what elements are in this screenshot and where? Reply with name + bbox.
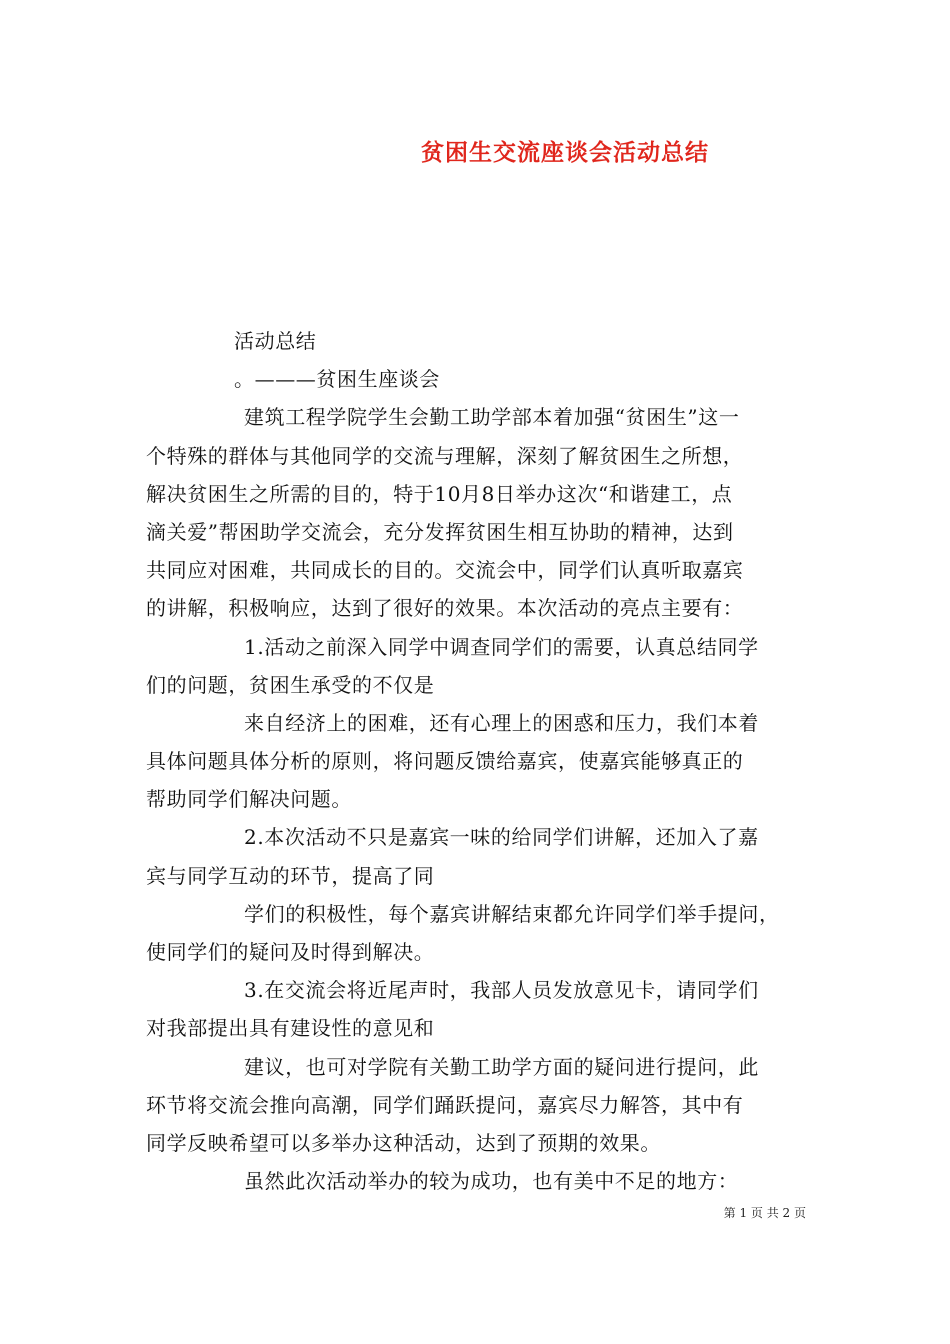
paragraph-line: 个特殊的群体与其他同学的交流与理解，深刻了解贫困生之所想， <box>146 443 744 468</box>
list-item-line: 同学反映希望可以多举办这种活动，达到了预期的效果。 <box>146 1130 661 1155</box>
section-subheading: 。———贫困生座谈会 <box>234 367 440 392</box>
list-item-line: 具体问题具体分析的原则，将问题反馈给嘉宾，使嘉宾能够真正的 <box>146 749 744 774</box>
page-number-footer: 第 1 页 共 2 页 <box>723 1206 806 1220</box>
list-item-line: 们的问题，贫困生承受的不仅是 <box>146 672 435 697</box>
list-item-line: 1.活动之前深入同学中调查同学们的需要，认真总结同学 <box>244 634 759 659</box>
list-item-line: 环节将交流会推向高潮，同学们踊跃提问，嘉宾尽力解答，其中有 <box>146 1092 744 1117</box>
page-title: 贫困生交流座谈会活动总结 <box>421 140 709 166</box>
list-item-line: 对我部提出具有建设性的意见和 <box>146 1016 435 1041</box>
list-item-line: 学们的积极性，每个嘉宾讲解结束都允许同学们举手提问， <box>244 901 780 926</box>
list-item-line: 3.在交流会将近尾声时，我部人员发放意见卡，请同学们 <box>244 978 759 1003</box>
paragraph-line: 建筑工程学院学生会勤工助学部本着加强“贫困生”这一 <box>244 405 740 430</box>
section-heading: 活动总结 <box>234 329 317 353</box>
paragraph-line: 虽然此次活动举办的较为成功，也有美中不足的地方： <box>244 1169 739 1194</box>
list-item-line: 帮助同学们解决问题。 <box>146 787 352 812</box>
list-item-line: 建议，也可对学院有关勤工助学方面的疑问进行提问，此 <box>244 1054 759 1079</box>
paragraph-line: 滴关爱”帮困助学交流会，充分发挥贫困生相互协助的精神，达到 <box>146 519 734 544</box>
list-item-line: 2.本次活动不只是嘉宾一味的给同学们讲解，还加入了嘉 <box>244 825 759 850</box>
paragraph-line: 共同应对困难，共同成长的目的。交流会中，同学们认真听取嘉宾 <box>146 558 744 583</box>
list-item-line: 来自经济上的困难，还有心理上的困惑和压力，我们本着 <box>244 710 759 735</box>
paragraph-line: 的讲解，积极响应，达到了很好的效果。本次活动的亮点主要有： <box>146 596 744 621</box>
list-item-line: 宾与同学互动的环节，提高了同 <box>146 863 435 888</box>
list-item-line: 使同学们的疑问及时得到解决。 <box>146 940 435 964</box>
document-body <box>146 322 806 1200</box>
paragraph-line: 解决贫困生之所需的目的，特于10月8日举办这次“和谐建工，点 <box>146 481 733 506</box>
